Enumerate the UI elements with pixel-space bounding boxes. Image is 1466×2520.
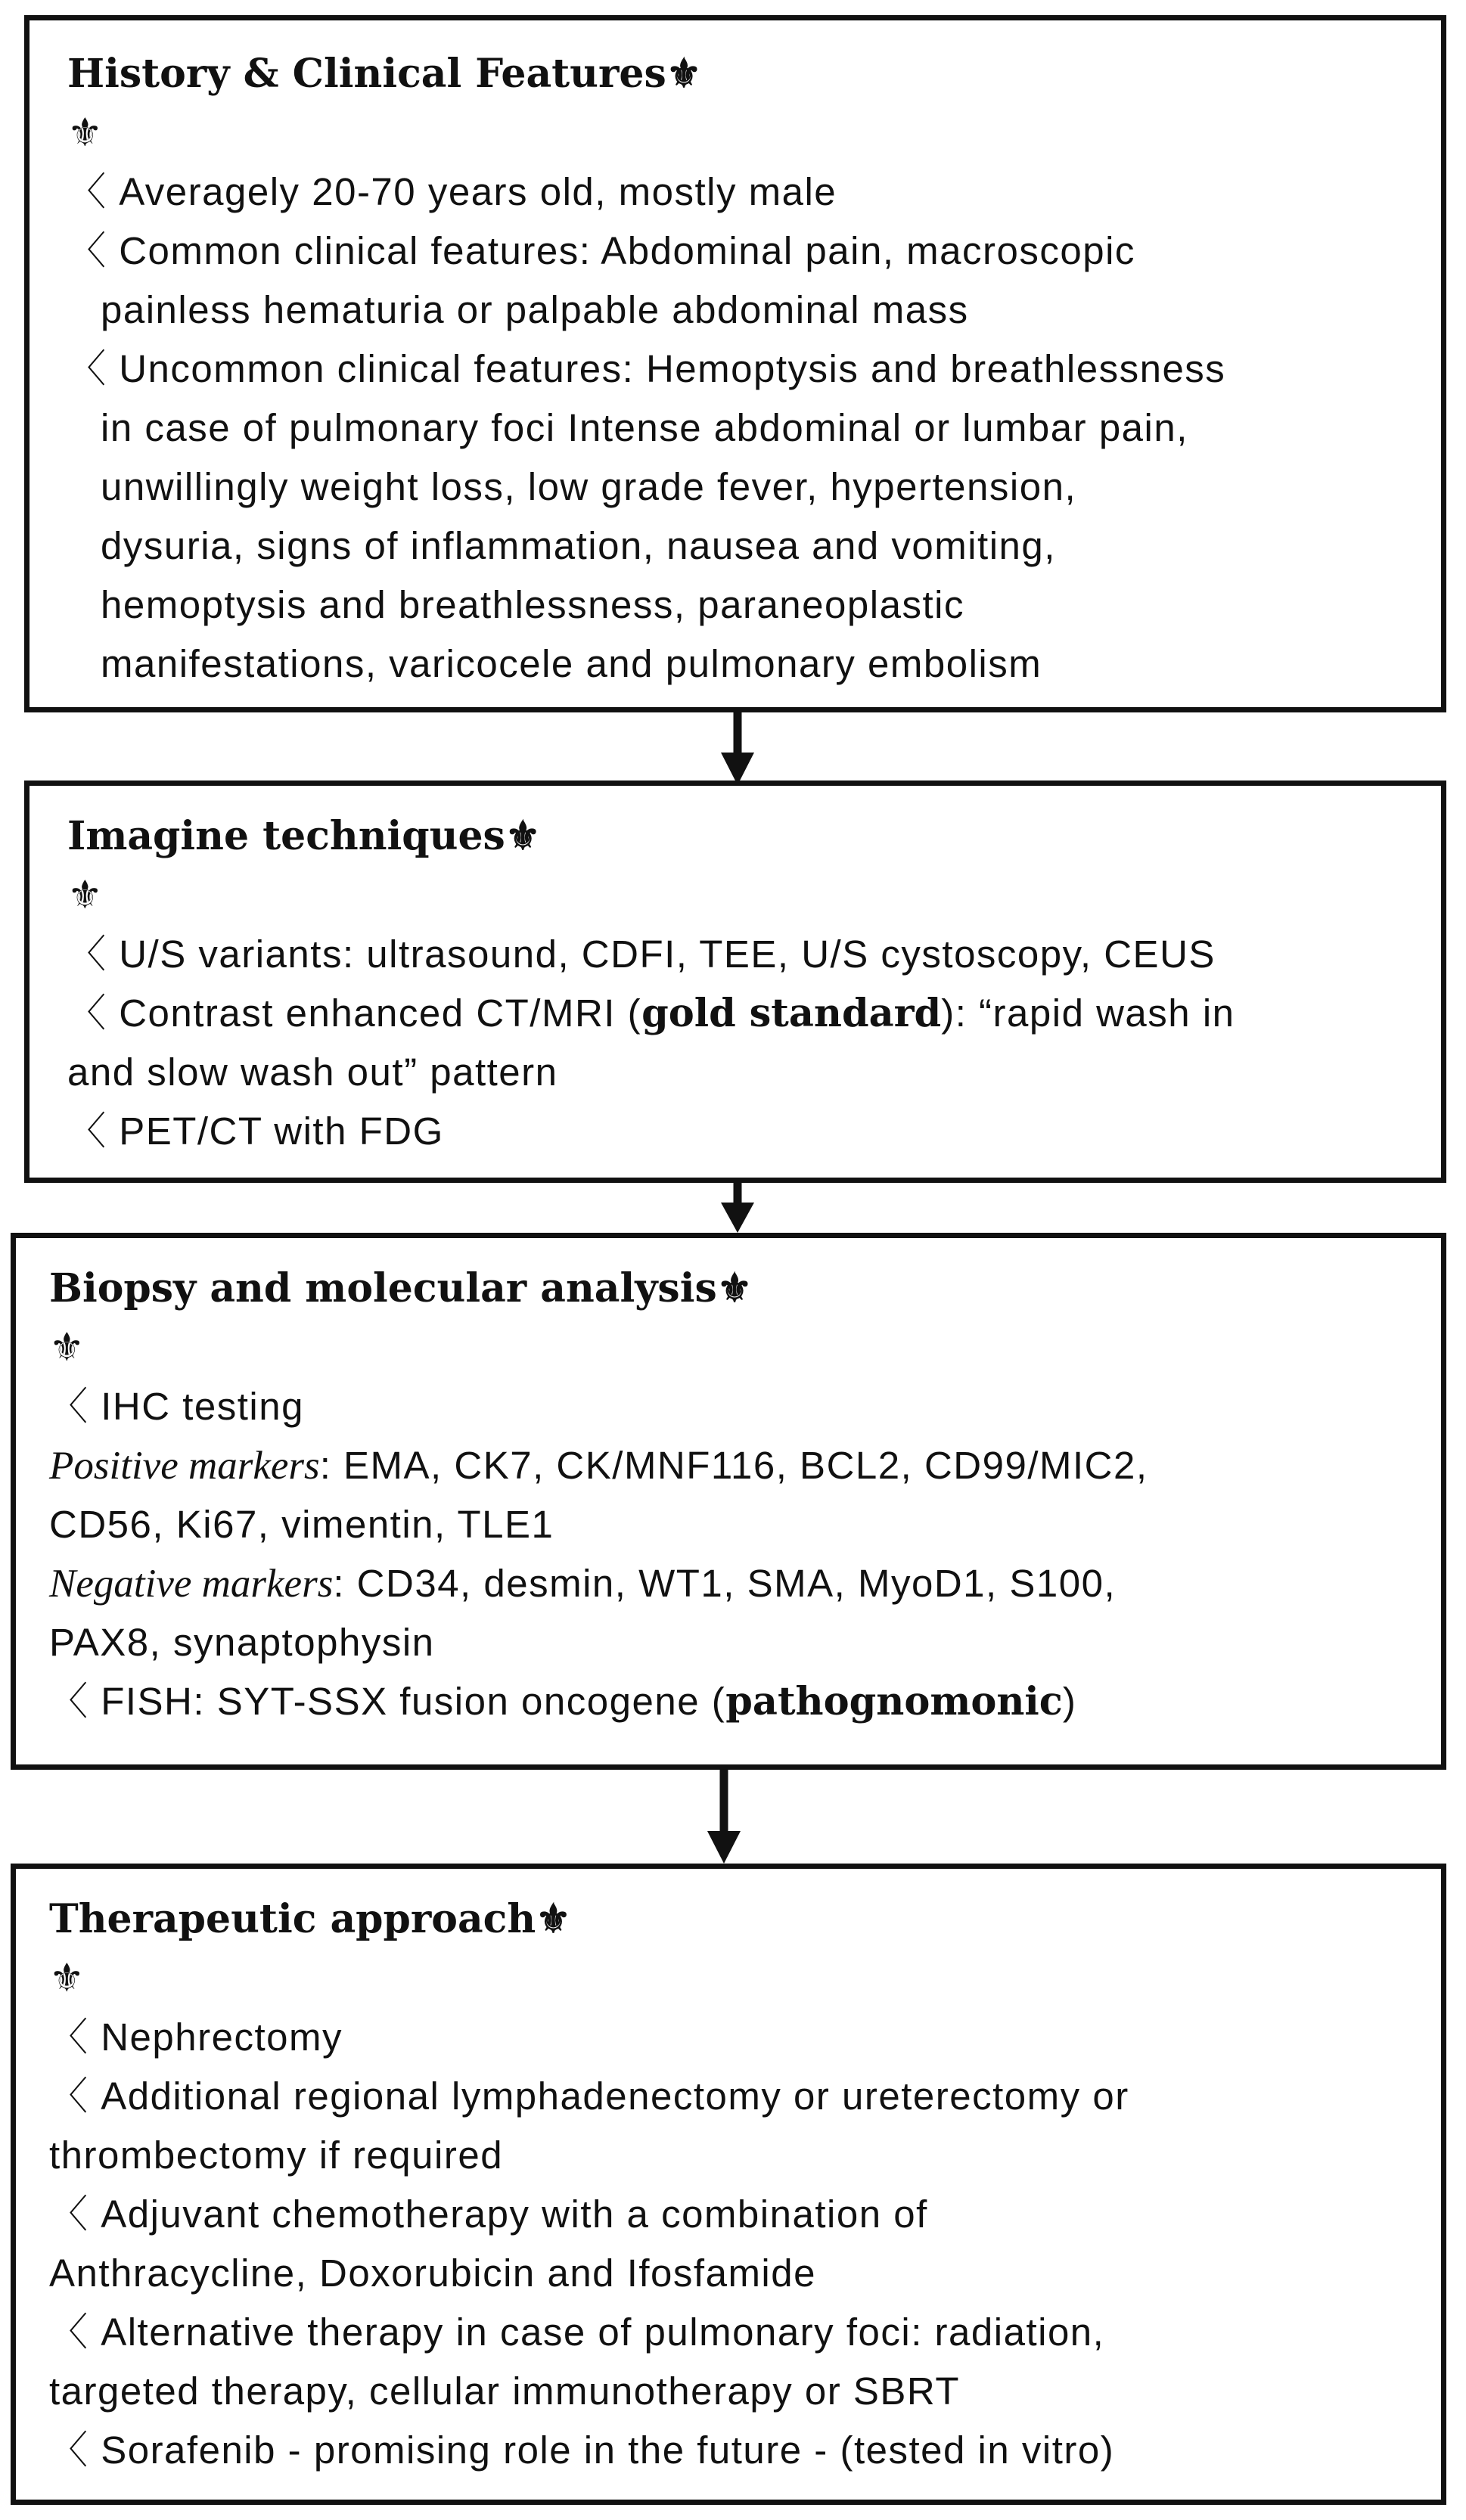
- fleur-de-lis-icon: ⚜: [536, 1896, 571, 1942]
- list-item-text: Alternative therapy in case of pulmonary foci: radiation,: [101, 2311, 1105, 2354]
- list-item-text: : EMA, CK7, CK/MNF116, BCL2, CD99/MIC2,: [319, 1444, 1148, 1487]
- list-item: [67, 163, 1411, 222]
- list-item-continuation: [49, 2126, 1411, 2185]
- list-item-text: thrombectomy if required: [49, 2134, 504, 2177]
- list-item-text: Common clinical features: Abdominal pain, macroscopic: [119, 229, 1135, 272]
- list-item-text: Contrast enhanced CT/MRI (: [119, 992, 642, 1035]
- list-item: [49, 2185, 1411, 2244]
- list-item-text: targeted therapy, cellular immunotherapy or SBRT: [49, 2369, 960, 2413]
- list-item: [49, 2303, 1411, 2362]
- list-item-text: in case of pulmonary foci Intense abdominal or lumbar pain,: [101, 406, 1188, 449]
- list-item-text: ): “rapid wash in: [941, 992, 1235, 1035]
- list-item-text: manifestations, varicocele and pulmonary embolism: [101, 642, 1042, 685]
- fleur-de-lis-icon: ⚜: [505, 813, 541, 859]
- list-item-text: U/S variants: ultrasound, CDFI, TEE, U/S cystoscopy, CEUS: [119, 933, 1216, 976]
- list-item-text: : CD34, desmin, WT1, SMA, MyoD1, S100,: [333, 1562, 1117, 1605]
- arrow-down-icon: [711, 1180, 764, 1234]
- fleur-de-lis-icon: ⚜: [67, 873, 103, 918]
- list-item-text: Additional regional lymphadenectomy or ureterectomy or: [101, 2075, 1129, 2118]
- list-item: [67, 925, 1411, 984]
- bullet-icon: 〈: [67, 933, 107, 976]
- bullet-icon: 〈: [49, 1680, 89, 1723]
- imaging-techniques-box: [24, 781, 1446, 1183]
- list-item: [49, 1377, 1411, 1436]
- list-item-continuation: [49, 1613, 1411, 1672]
- list-item-continuation: [49, 2244, 1411, 2303]
- bullet-icon: 〈: [67, 229, 107, 272]
- list-item-continuation: [67, 635, 1411, 694]
- list-item-continuation: [67, 399, 1411, 458]
- list-item-text: dysuria, signs of inflammation, nausea and vomiting,: [101, 524, 1056, 567]
- box-title-text: Therapeutic approach: [49, 1896, 536, 1942]
- therapeutic-approach-box: [11, 1864, 1446, 2505]
- list-item-text: hemoptysis and breathlessness, paraneoplastic: [101, 583, 964, 626]
- bullet-icon: 〈: [67, 992, 107, 1035]
- list-item-continuation: [49, 1554, 1411, 1613]
- fleur-de-lis-icon: ⚜: [666, 51, 702, 97]
- list-item-continuation: [67, 576, 1411, 635]
- box-title-text: History & Clinical Features: [67, 51, 666, 97]
- emphasis-text: gold standard: [641, 991, 942, 1036]
- bullet-icon: 〈: [49, 2016, 89, 2059]
- emphasis-text: pathognomonic: [725, 1679, 1063, 1724]
- box-title: [49, 1259, 1411, 1318]
- list-item-continuation: [67, 1043, 1411, 1102]
- list-item-text: Nephrectomy: [101, 2016, 343, 2059]
- markers-label: Negative markers: [49, 1562, 334, 1606]
- history-clinical-features-box: [24, 15, 1446, 712]
- list-item-text: IHC testing: [101, 1385, 304, 1428]
- list-item-text: Adjuvant chemotherapy with a combination of: [101, 2193, 928, 2236]
- list-item-text: unwillingly weight loss, low grade fever, hypertension,: [101, 465, 1077, 508]
- box-title: [49, 1890, 1411, 1949]
- box-title-text: Biopsy and molecular analysis: [49, 1265, 717, 1311]
- list-item-text: FISH: SYT-SSX fusion oncogene (: [101, 1680, 726, 1723]
- list-item: [67, 222, 1411, 281]
- fleur-de-lis-icon: ⚜: [67, 110, 103, 156]
- list-item: [49, 2067, 1411, 2126]
- fleur-de-lis-icon: ⚜: [49, 1956, 85, 2001]
- markers-label: Positive markers: [49, 1444, 320, 1488]
- list-item-text: Sorafenib - promising role in the future - (tested in vitro): [101, 2428, 1115, 2472]
- list-item-text: painless hematuria or palpable abdominal mass: [101, 288, 969, 331]
- list-item: [67, 1102, 1411, 1161]
- list-item-text: Anthracycline, Doxorubicin and Ifosfamide: [49, 2252, 816, 2295]
- bullet-icon: 〈: [49, 1385, 89, 1428]
- list-item: [67, 984, 1411, 1043]
- bullet-icon: 〈: [67, 347, 107, 390]
- list-item-text: CD56, Ki67, vimentin, TLE1: [49, 1503, 554, 1546]
- list-item-continuation: [67, 458, 1411, 517]
- bullet-icon: 〈: [49, 2075, 89, 2118]
- list-item: [49, 2008, 1411, 2067]
- bullet-icon: 〈: [67, 1109, 107, 1153]
- box-title-text: Imagine techniques: [67, 813, 505, 859]
- list-item-text: Averagely 20-70 years old, mostly male: [119, 170, 837, 213]
- biopsy-molecular-analysis-box: [11, 1233, 1446, 1770]
- bullet-icon: 〈: [67, 170, 107, 213]
- list-item-continuation: [49, 1436, 1411, 1495]
- list-item: [67, 340, 1411, 399]
- bullet-icon: 〈: [49, 2193, 89, 2236]
- list-item: [49, 2421, 1411, 2480]
- list-item-text: PAX8, synaptophysin: [49, 1621, 435, 1664]
- arrow-down-icon: [697, 1767, 750, 1865]
- bullet-icon: 〈: [49, 2428, 89, 2472]
- box-title: [67, 807, 1411, 866]
- fleur-de-lis-icon: ⚜: [716, 1265, 753, 1311]
- list-item-text: Uncommon clinical features: Hemoptysis and breathlessness: [119, 347, 1226, 390]
- list-item-text: and slow wash out” pattern: [67, 1051, 558, 1094]
- box-title: [67, 45, 1411, 104]
- list-item-continuation: [49, 1495, 1411, 1554]
- list-item-text: ): [1062, 1680, 1077, 1723]
- list-item-continuation: [67, 517, 1411, 576]
- list-item-continuation: [49, 2362, 1411, 2421]
- list-item-text: PET/CT with FDG: [119, 1109, 444, 1153]
- fleur-de-lis-icon: ⚜: [49, 1325, 85, 1370]
- arrow-down-icon: [711, 711, 764, 787]
- bullet-icon: 〈: [49, 2311, 89, 2354]
- list-item: [49, 1672, 1411, 1731]
- list-item-continuation: [67, 281, 1411, 340]
